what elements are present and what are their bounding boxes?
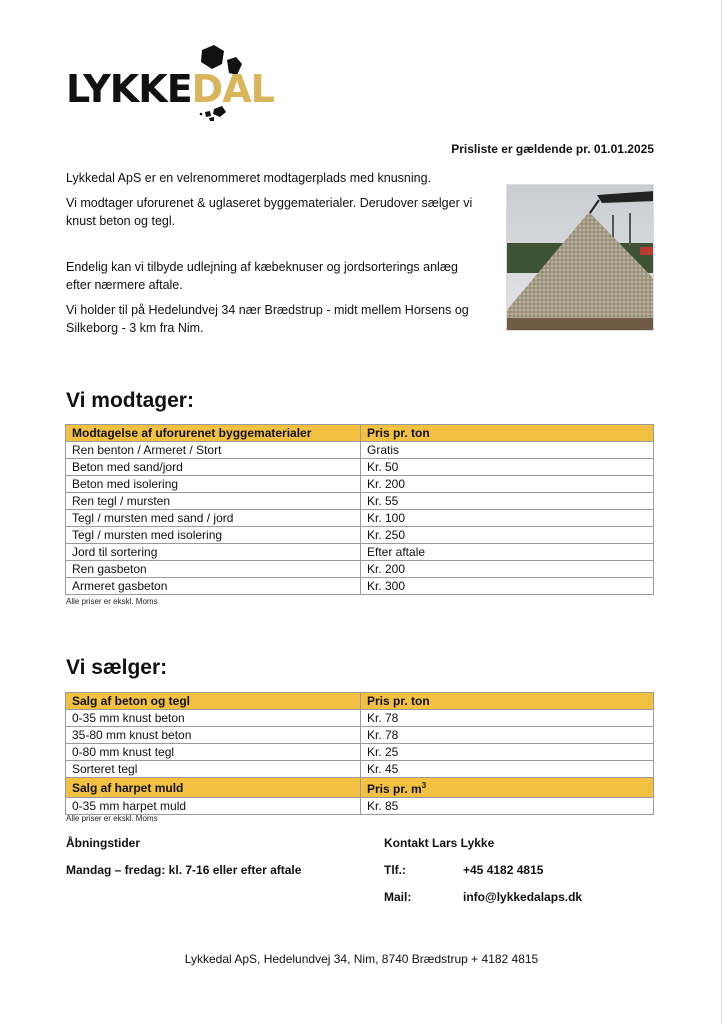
table-header-row bbox=[66, 425, 654, 442]
price-cell: Gratis bbox=[361, 442, 654, 459]
price-cell: Kr. 200 bbox=[361, 561, 654, 578]
opening-hours-title: Åbningstider bbox=[66, 836, 140, 850]
column-header-price: Pris pr. $m^3$ bbox=[361, 778, 654, 798]
product-cell: 0-35 mm harpet muld bbox=[66, 798, 361, 815]
table-row bbox=[66, 476, 654, 493]
material-cell: Ren benton / Armeret / Stort bbox=[66, 442, 361, 459]
gravel-pile-photo bbox=[506, 184, 654, 331]
table-row bbox=[66, 459, 654, 476]
contact-email: Mail: info@lykkedalaps.dk bbox=[384, 890, 583, 904]
material-cell: Tegl / mursten med sand / jord bbox=[66, 510, 361, 527]
receive-price-table bbox=[65, 424, 654, 595]
column-header-material: Modtagelse af uforurenet byggematerialer bbox=[66, 425, 361, 442]
intro-paragraph: Lykkedal ApS er en velrenommeret modtagerplads med knusning. bbox=[66, 171, 432, 185]
material-cell: Armeret gasbeton bbox=[66, 578, 361, 595]
column-header-price: Pris pr. ton bbox=[361, 425, 654, 442]
sell-heading: Vi sælger: bbox=[66, 656, 168, 679]
material-cell: Tegl / mursten med isolering bbox=[66, 527, 361, 544]
table-row bbox=[66, 493, 654, 510]
intro-paragraph: Vi modtager uforurenet & uglaseret byggematerialer. Derudover sælger vi knust beton og tegl. bbox=[66, 196, 473, 228]
table-row bbox=[66, 510, 654, 527]
lykkedal-logo bbox=[66, 42, 296, 122]
email-link[interactable]: info@lykkedalaps.dk bbox=[463, 890, 583, 904]
intro-text bbox=[66, 169, 486, 344]
table-row bbox=[66, 544, 654, 561]
sell-price-table bbox=[65, 692, 654, 815]
price-cell: Kr. 100 bbox=[361, 510, 654, 527]
material-cell: Beton med sand/jord bbox=[66, 459, 361, 476]
page-edge-divider bbox=[721, 0, 722, 1024]
price-cell: Kr. 78 bbox=[361, 727, 654, 744]
table-row bbox=[66, 727, 654, 744]
table-row bbox=[66, 798, 654, 815]
table-row bbox=[66, 578, 654, 595]
product-cell: 0-80 mm knust tegl bbox=[66, 744, 361, 761]
contact-phone: Tlf.: +45 4182 4815 bbox=[384, 863, 544, 877]
logo-wordmark: LYKKEDAL bbox=[66, 67, 274, 111]
table-header-row bbox=[66, 693, 654, 710]
price-cell: Kr. 50 bbox=[361, 459, 654, 476]
valid-date: Prisliste er gældende pr. 01.01.2025 bbox=[451, 142, 654, 156]
material-cell: Beton med isolering bbox=[66, 476, 361, 493]
price-cell: Kr. 85 bbox=[361, 798, 654, 815]
product-cell: 35-80 mm knust beton bbox=[66, 727, 361, 744]
material-cell: Ren gasbeton bbox=[66, 561, 361, 578]
table-row bbox=[66, 761, 654, 778]
table-row bbox=[66, 442, 654, 459]
table-row bbox=[66, 710, 654, 727]
material-cell: Ren tegl / mursten bbox=[66, 493, 361, 510]
intro-paragraph: Vi holder til på Hedelundvej 34 nær Brædstrup - midt mellem Horsens og Silkeborg - 3 km fra Nim. bbox=[66, 303, 469, 335]
product-cell: Sorteret tegl bbox=[66, 761, 361, 778]
price-cell: Efter aftale bbox=[361, 544, 654, 561]
vat-note: Alle priser er ekskl. Moms bbox=[66, 597, 158, 606]
price-cell: Kr. 25 bbox=[361, 744, 654, 761]
column-header-price: Pris pr. ton bbox=[361, 693, 654, 710]
price-cell: Kr. 45 bbox=[361, 761, 654, 778]
vat-note: Alle priser er ekskl. Moms bbox=[66, 814, 158, 823]
contact-title: Kontakt Lars Lykke bbox=[384, 836, 495, 850]
table-row bbox=[66, 561, 654, 578]
material-cell: Jord til sortering bbox=[66, 544, 361, 561]
product-cell: 0-35 mm knust beton bbox=[66, 710, 361, 727]
column-header-product: Salg af beton og tegl bbox=[66, 693, 361, 710]
table-header-row bbox=[66, 778, 654, 798]
price-cell: Kr. 78 bbox=[361, 710, 654, 727]
intro-paragraph: Endelig kan vi tilbyde udlejning af kæbeknuser og jordsorterings anlæg efter nærmere aftale. bbox=[66, 260, 458, 292]
column-header-product: Salg af harpet muld bbox=[66, 778, 361, 798]
table-row bbox=[66, 527, 654, 544]
price-cell: Kr. 250 bbox=[361, 527, 654, 544]
opening-hours-text: Mandag – fredag: kl. 7-16 eller efter aftale bbox=[66, 863, 302, 877]
price-cell: Kr. 200 bbox=[361, 476, 654, 493]
price-cell: Kr. 300 bbox=[361, 578, 654, 595]
price-cell: Kr. 55 bbox=[361, 493, 654, 510]
footer-address: Lykkedal ApS, Hedelundvej 34, Nim, 8740 Brædstrup + 4182 4815 bbox=[184, 952, 539, 966]
receive-heading: Vi modtager: bbox=[66, 389, 194, 412]
table-row bbox=[66, 744, 654, 761]
phone-link[interactable]: +45 4182 4815 bbox=[463, 863, 544, 877]
